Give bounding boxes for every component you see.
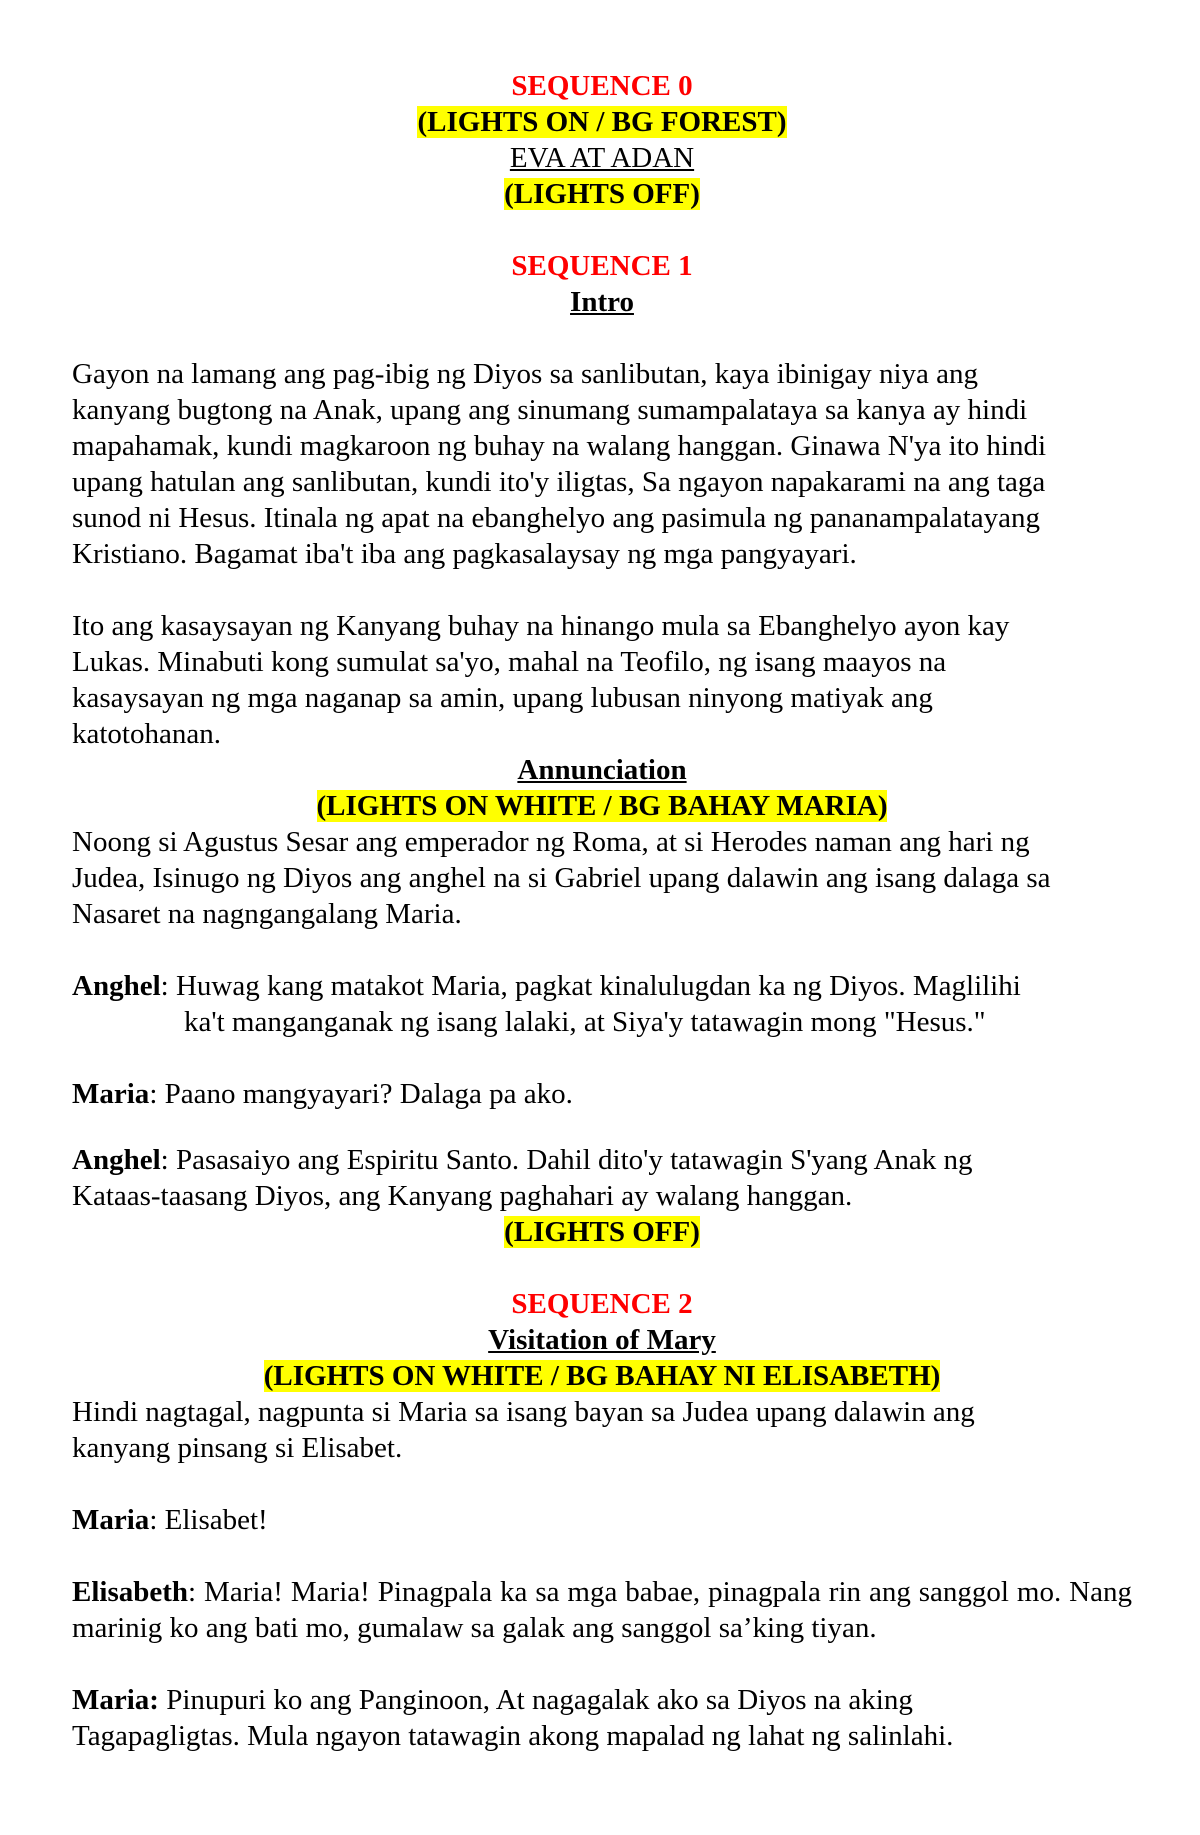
dialogue-text: : Pasasaiyo ang Espiritu Santo. Dahil dito'y tatawagin S'yang Anak ng: [160, 1144, 973, 1176]
speaker-name: Elisabeth: [72, 1576, 189, 1608]
intro-line: sunod ni Hesus. Itinala ng apat na ebanghelyo ang pasimula ng pananampalatayang: [72, 502, 1040, 534]
intro-line: mapahamak, kundi magkaroon ng buhay na walang hanggan. Ginawa N'ya ito hindi: [72, 430, 1047, 462]
speaker-name: Anghel: [72, 1144, 161, 1176]
dialogue-anghel-1: [72, 968, 1132, 1040]
sequence-1-title: Intro: [570, 286, 634, 318]
dialogue-maria-3: [72, 1682, 1132, 1754]
spacer: [72, 1040, 1132, 1076]
dialogue-maria-2: [72, 1502, 1132, 1538]
sequence-2-header: [72, 1286, 1132, 1394]
narration-line: Noong si Agustus Sesar ang emperador ng Roma, at si Herodes naman ang hari ng: [72, 826, 1030, 858]
intro-line: kanyang bugtong na Anak, upang ang sinumang sumampalataya sa kanya ay hindi: [72, 394, 1028, 426]
sequence-0-lights-off-cue: (LIGHTS OFF): [504, 178, 700, 210]
spacer: [72, 1112, 1132, 1142]
sequence-2-heading: SEQUENCE 2: [511, 1288, 693, 1320]
narration-line: Hindi nagtagal, nagpunta si Maria sa isang bayan sa Judea upang dalawin ang: [72, 1396, 975, 1428]
sequence-1-header: [72, 248, 1132, 320]
spacer: [72, 1250, 1132, 1286]
annunciation-header: [72, 752, 1132, 824]
sequence-2-lights-cue: (LIGHTS ON WHITE / BG BAHAY NI ELISABETH): [263, 1360, 941, 1392]
spacer: [72, 932, 1132, 968]
spacer: [72, 320, 1132, 356]
history-line: Lukas. Minabuti kong sumulat sa'yo, mahal na Teofilo, ng isang maayos na: [72, 646, 947, 678]
dialogue-maria-1: [72, 1076, 1132, 1112]
spacer: [72, 572, 1132, 608]
dialogue-text: : Paano mangyayari? Dalaga pa ako.: [149, 1078, 573, 1110]
narration-line: kanyang pinsang si Elisabet.: [72, 1432, 403, 1464]
sequence-0: [72, 68, 1132, 212]
dialogue-text: : Elisabet!: [149, 1504, 268, 1536]
dialogue-text: : Maria! Maria! Pinagpala ka sa mga babae, pinagpala rin ang sanggol mo. Nang marinig ko ang bati mo, gumalaw sa galak ang sanggol sa’king tiyan.: [72, 1576, 1132, 1644]
dialogue-text: ka't manganganak ng isang lalaki, at Siya'y tatawagin mong "Hesus.": [184, 1006, 986, 1038]
dialogue-text: Pinupuri ko ang Panginoon, At nagagalak ako sa Diyos na aking: [158, 1684, 913, 1716]
annunciation-title: Annunciation: [517, 754, 687, 786]
annunciation-narration: [72, 824, 1132, 932]
script-page: [72, 68, 1132, 1754]
history-line: katotohanan.: [72, 718, 221, 750]
dialogue-text: Kataas-taasang Diyos, ang Kanyang paghahari ay walang hanggan.: [72, 1180, 853, 1212]
history-line: kasaysayan ng mga naganap sa amin, upang lubusan ninyong matiyak ang: [72, 682, 933, 714]
history-line: Ito ang kasaysayan ng Kanyang buhay na hinango mula sa Ebanghelyo ayon kay: [72, 610, 1010, 642]
dialogue-elisabeth: [72, 1574, 1132, 1646]
dialogue-text: : Huwag kang matakot Maria, pagkat kinalulugdan ka ng Diyos. Maglilihi: [160, 970, 1021, 1002]
dialogue-anghel-2: [72, 1142, 1132, 1214]
intro-line: upang hatulan ang sanlibutan, kundi ito'y iligtas, Sa ngayon napakarami na ang taga: [72, 466, 1046, 498]
sequence-2-title: Visitation of Mary: [488, 1324, 716, 1356]
annunciation-lights-cue: (LIGHTS ON WHITE / BG BAHAY MARIA): [316, 790, 888, 822]
intro-line: Gayon na lamang ang pag-ibig ng Diyos sa sanlibutan, kaya ibinigay niya ang: [72, 358, 979, 390]
spacer: [72, 1466, 1132, 1502]
speaker-name: Maria:: [72, 1684, 159, 1716]
narration-line: Judea, Isinugo ng Diyos ang anghel na si Gabriel upang dalawin ang isang dalaga sa: [72, 862, 1051, 894]
sequence-0-heading: SEQUENCE 0: [511, 70, 693, 102]
speaker-name: Maria: [72, 1504, 150, 1536]
narration-line: Nasaret na nagngangalang Maria.: [72, 898, 462, 930]
speaker-name: Anghel: [72, 970, 161, 1002]
spacer: [72, 1538, 1132, 1574]
speaker-name: Maria: [72, 1078, 150, 1110]
spacer: [72, 1646, 1132, 1682]
spacer: [72, 212, 1132, 248]
intro-line: Kristiano. Bagamat iba't iba ang pagkasalaysay ng mga pangyayari.: [72, 538, 857, 570]
visitation-narration: [72, 1394, 1132, 1466]
history-paragraph: [72, 608, 1132, 752]
sequence-0-lights-on-cue: (LIGHTS ON / BG FOREST): [417, 106, 787, 138]
sequence-1-lights-off-cue: (LIGHTS OFF): [504, 1216, 700, 1248]
sequence-1-heading: SEQUENCE 1: [511, 250, 693, 282]
intro-paragraph: [72, 356, 1132, 572]
dialogue-text: Tagapagligtas. Mula ngayon tatawagin akong mapalad ng lahat ng salinlahi.: [72, 1720, 954, 1752]
sequence-1-footer: [72, 1214, 1132, 1250]
sequence-0-title: EVA AT ADAN: [509, 142, 695, 174]
